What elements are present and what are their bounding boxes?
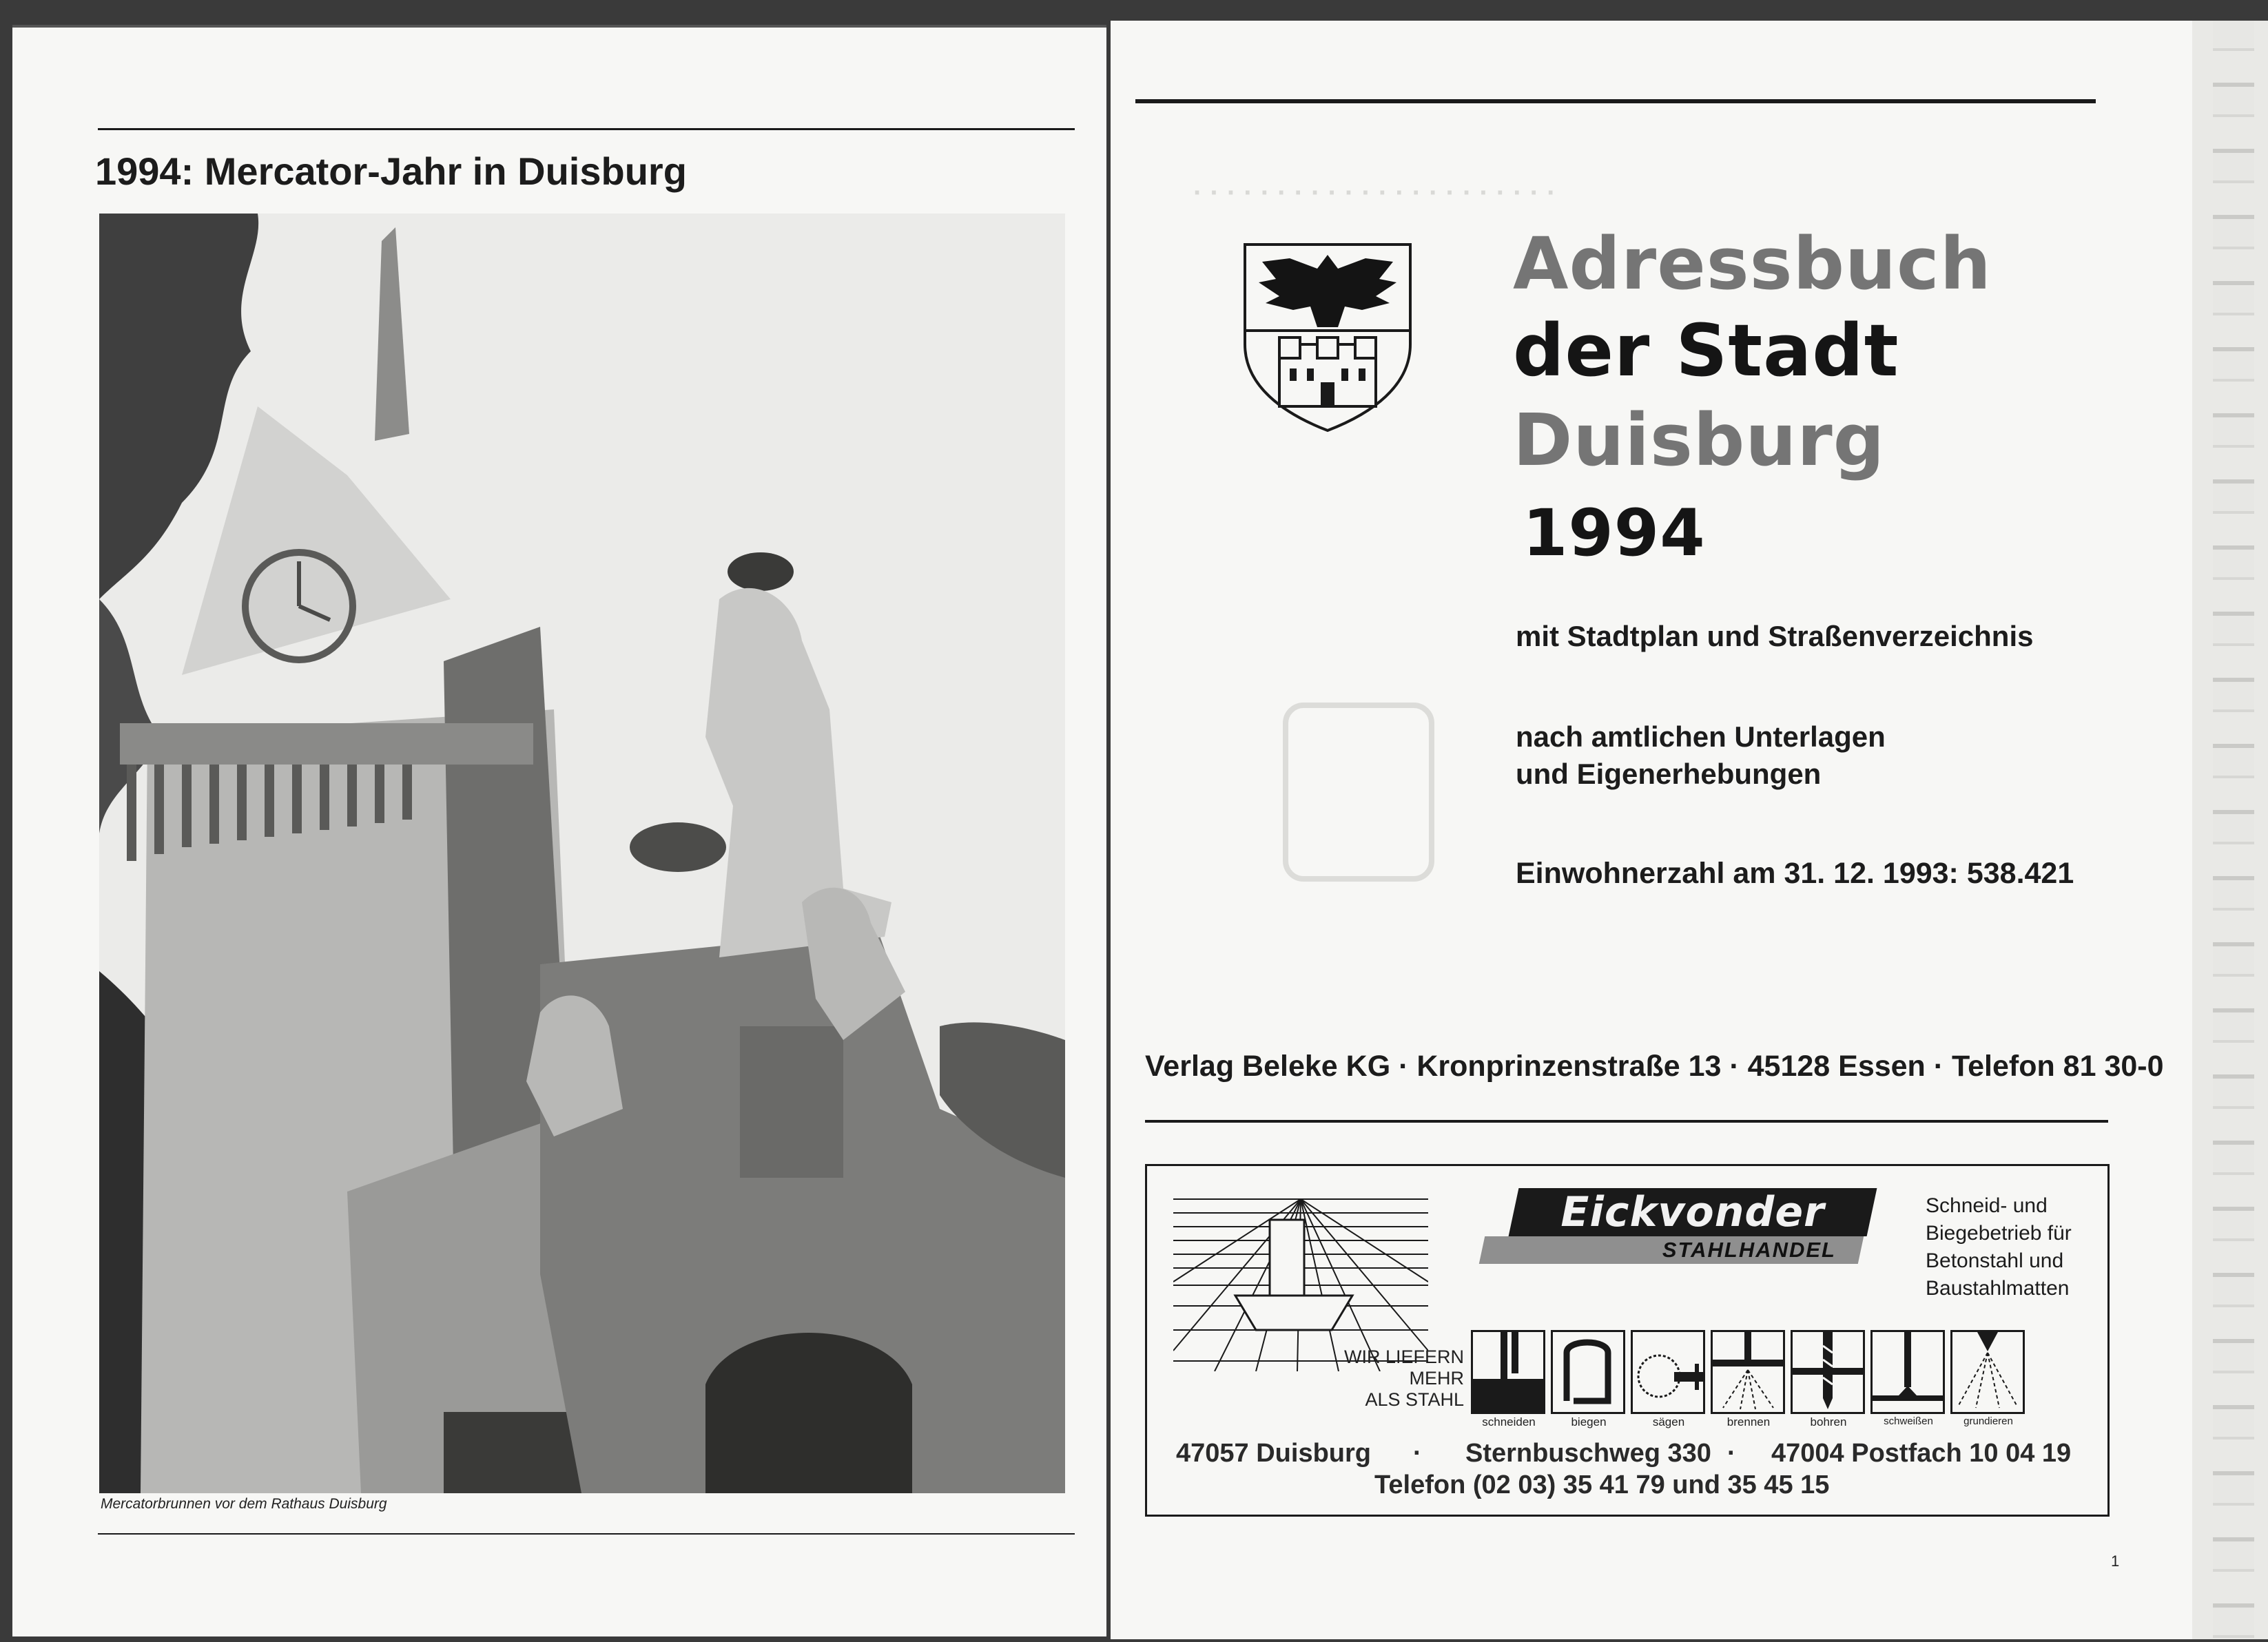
address-separator: · [1727, 1439, 1736, 1468]
top-rule-right [1135, 99, 2096, 103]
tool-saegen [1631, 1330, 1707, 1429]
edge-speckle [2213, 21, 2254, 1639]
left-page [12, 25, 1106, 1636]
ad-slogan [1319, 1347, 1464, 1411]
bend-icon [1553, 1332, 1623, 1412]
slogan-line-2: MEHR [1409, 1368, 1464, 1389]
page-number: 1 [2111, 1552, 2120, 1570]
title-line-1: Adressbuch [1513, 222, 1992, 306]
drill-icon [1793, 1332, 1863, 1412]
mid-rule [1145, 1120, 2108, 1123]
top-rule [98, 128, 1075, 130]
brand-sub-bar [1479, 1236, 1864, 1264]
coat-of-arms-icon [1241, 241, 1414, 434]
weld-icon [1873, 1332, 1943, 1412]
tool-label: bohren [1810, 1415, 1847, 1428]
address-separator: · [1413, 1439, 1422, 1468]
tool-label: grundieren [1963, 1415, 2013, 1427]
tool-label: biegen [1571, 1415, 1607, 1428]
brand-subtitle: STAHLHANDEL [1662, 1238, 1836, 1262]
steel-mesh-icon [1173, 1192, 1428, 1371]
service-icons [1471, 1330, 2026, 1429]
torch-icon [1713, 1332, 1783, 1412]
note-line-1: nach amtlichen Unterlagen [1516, 720, 1886, 753]
slogan-line-1: WIR LIEFERN [1343, 1347, 1464, 1367]
show-through-logo [1283, 703, 1434, 882]
subtitle: mit Stadtplan und Straßenverzeichnis [1516, 620, 2034, 652]
saw-icon [1633, 1332, 1703, 1412]
brand-name: Eickvonder [1560, 1188, 1825, 1236]
page-title: 1994: Mercator-Jahr in Duisburg [95, 149, 687, 193]
mercator-fountain-photo [99, 214, 1065, 1493]
title-year: 1994 [1523, 496, 1706, 571]
desc-line-4: Baustahlmatten [1926, 1277, 2070, 1300]
address-street: Sternbuschweg 330 [1465, 1439, 1711, 1468]
tool-label: schweißen [1884, 1415, 1933, 1427]
photo-caption: Mercatorbrunnen vor dem Rathaus Duisburg [101, 1496, 387, 1512]
desc-line-2: Biegebetrieb für [1926, 1222, 2072, 1245]
cut-icon [1473, 1332, 1543, 1412]
desc-line-1: Schneid- und [1926, 1194, 2048, 1217]
tool-bohren [1791, 1330, 1866, 1429]
publisher-line: Verlag Beleke KG · Kronprinzenstraße 13 · 45128 Essen · Telefon 81 30-0 [1145, 1050, 2164, 1083]
title-line-2: der Stadt [1513, 309, 1899, 393]
photo-illustration [99, 214, 1065, 1493]
show-through-text: · · · · · · · · · · · · · · · · · · · · · · [1193, 178, 1556, 208]
population-count: Einwohnerzahl am 31. 12. 1993: 538.421 [1516, 857, 2074, 890]
ad-phone: Telefon (02 03) 35 41 79 und 35 45 15 [1374, 1470, 1830, 1499]
title-line-3: Duisburg [1513, 398, 1886, 482]
slogan-line-3: ALS STAHL [1365, 1389, 1464, 1410]
tool-biegen [1551, 1330, 1627, 1429]
bottom-rule [98, 1533, 1075, 1535]
tool-label: sägen [1652, 1415, 1685, 1428]
address-po-box: 47004 Postfach 10 04 19 [1771, 1439, 2072, 1468]
address-city: 47057 Duisburg [1176, 1439, 1371, 1468]
advertisement-box [1145, 1164, 2110, 1517]
tool-schweissen [1870, 1330, 1946, 1429]
ad-description [1926, 1192, 2072, 1302]
tool-grundieren [1950, 1330, 2026, 1429]
prime-icon [1952, 1332, 2023, 1412]
brand-name-bar [1509, 1188, 1877, 1236]
tool-schneiden [1471, 1330, 1547, 1429]
page-edge [2192, 21, 2268, 1639]
tool-label: brennen [1726, 1415, 1771, 1428]
brand-logo [1482, 1188, 1875, 1262]
tool-brennen [1711, 1330, 1786, 1429]
desc-line-3: Betonstahl und [1926, 1249, 2064, 1272]
tool-label: schneiden [1482, 1415, 1536, 1428]
note-line-2: und Eigenerhebungen [1516, 758, 1822, 790]
